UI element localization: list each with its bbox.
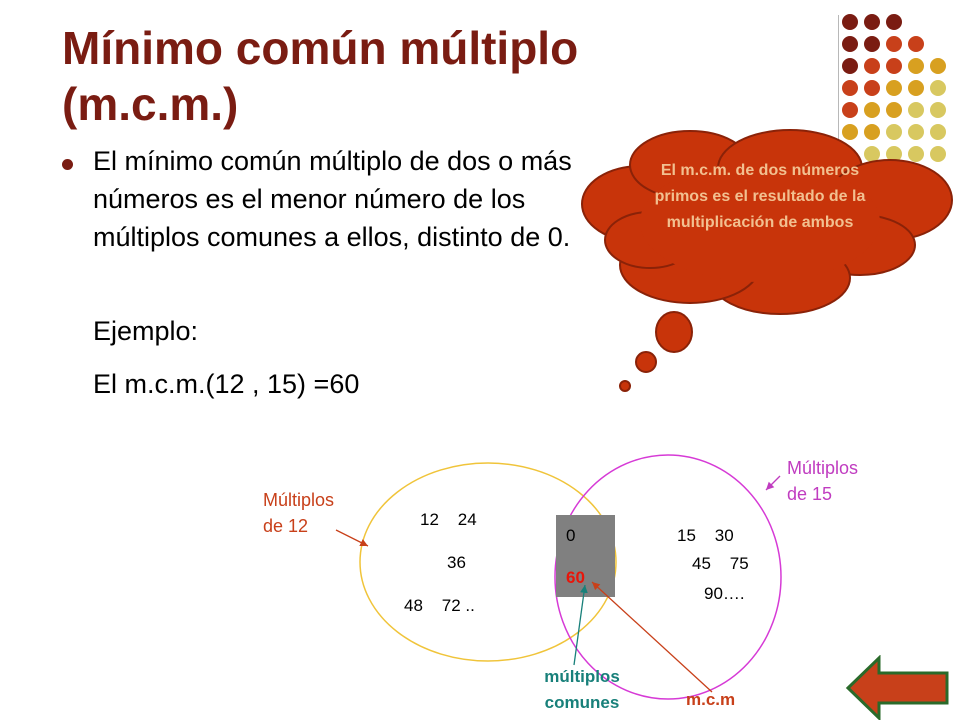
- right-set-label-line2: de 15: [787, 484, 833, 504]
- right-label-arrow: [766, 476, 780, 490]
- example-value: El m.c.m.(12 , 15) =60: [93, 369, 360, 399]
- common-multiples-caption: [523, 664, 641, 716]
- common-multiples-box: [556, 515, 615, 597]
- mcm-caption: m.c.m: [686, 690, 736, 709]
- title-line-2: (m.c.m.): [62, 78, 239, 130]
- right-set-row-1: 15 30: [677, 526, 734, 545]
- right-set-label-line1: Múltiplos: [787, 458, 859, 478]
- right-set-label: [787, 455, 858, 507]
- left-set-row-1: 12 24: [420, 510, 477, 529]
- title-line-1: Mínimo común múltiplo: [62, 22, 579, 74]
- left-set-row-3: 48 72 ..: [404, 596, 475, 615]
- left-set-row-2: 36: [447, 553, 466, 572]
- back-arrow-icon: [845, 655, 950, 720]
- back-button[interactable]: [845, 655, 950, 720]
- right-set-row-3: 90….: [704, 584, 745, 603]
- definition-text: El mínimo común múltiplo de dos o más números es el menor número de los múltiplos comunes a ellos, distinto de 0.: [93, 146, 572, 252]
- common-value-zero: 0: [566, 526, 576, 545]
- right-set-row-2: 45 75: [692, 554, 749, 573]
- example-label: Ejemplo:: [93, 316, 199, 346]
- cloud-text: El m.c.m. de dos números primos es el resultado de la multiplicación de ambos: [654, 162, 866, 231]
- left-set-label: [263, 487, 334, 539]
- common-caption-line1: múltiplos: [544, 667, 620, 686]
- left-set-label-line2: de 12: [263, 516, 309, 536]
- common-value-sixty: 60: [566, 568, 585, 587]
- common-caption-line2: comunes: [544, 693, 620, 712]
- left-set-label-line1: Múltiplos: [263, 490, 335, 510]
